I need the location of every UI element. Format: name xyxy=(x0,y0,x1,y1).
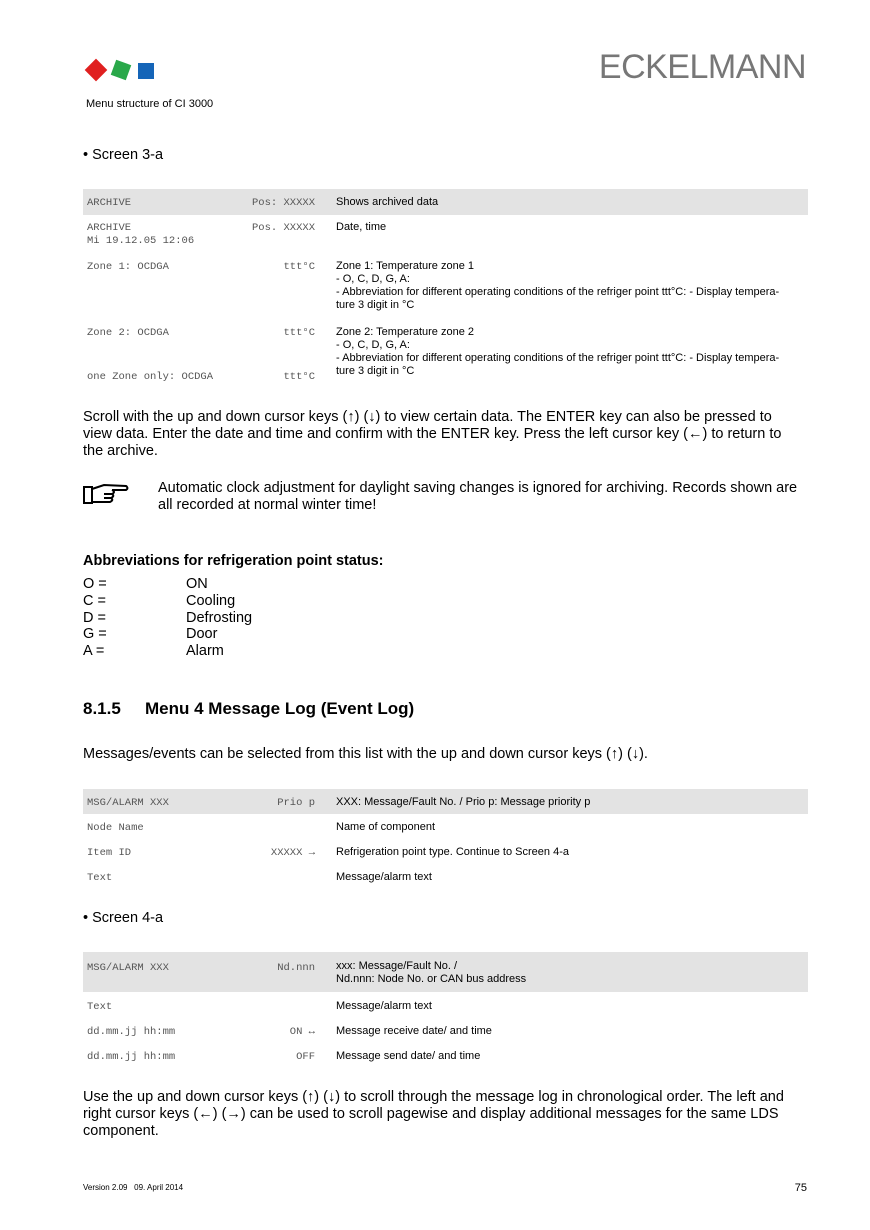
company-logo xyxy=(82,56,158,86)
abbr-key: D = xyxy=(83,610,106,626)
screen-3a-table xyxy=(83,189,808,393)
abbr-value: Cooling xyxy=(186,593,236,609)
screen-4-table xyxy=(83,789,808,889)
page-number: 75 xyxy=(794,1182,807,1194)
abbr-value: Door xyxy=(186,626,218,642)
abbr-key: C = xyxy=(83,593,106,609)
section-title: Menu 4 Message Log (Event Log) xyxy=(145,699,415,718)
section-intro: Messages/events can be selected from this list with the up and down cursor keys (↑) (↓). xyxy=(83,746,648,762)
abbr-value: Alarm xyxy=(186,643,224,659)
abbr-key: A = xyxy=(83,643,105,659)
brand-name: ECKELMANN xyxy=(598,48,806,86)
table-row: ARCHIVE Pos: XXXXX Shows archived data xyxy=(83,189,808,215)
table-row: Node Name Name of component xyxy=(87,821,436,834)
logo-blue-square xyxy=(138,63,154,79)
section-number: 8.1.5 xyxy=(83,699,121,718)
screen-4a-table xyxy=(83,952,808,1067)
table-row: MSG/ALARM XXX Nd.nnn xxx: Message/Fault No. / Nd.nnn: Node No. or CAN bus address xyxy=(83,952,808,992)
scroll-instructions: Scroll with the up and down cursor keys (↑) (↓) to view certain data. The ENTER key can also be pressed to view data. Enter the date and time and confirm with the ENTER key. Press the left cursor key (←) to return to the archive. xyxy=(83,409,782,459)
abbr-value: ON xyxy=(186,576,208,592)
message-log-instructions: Use the up and down cursor keys (↑) (↓) to scroll through the message log in chronological order. The left and right cursor keys (←) (→) can be used to scroll pagewise and display additional messages for the same LDS component. xyxy=(83,1089,784,1139)
screen-3a-heading: • Screen 3-a xyxy=(83,147,164,163)
logo-red-square xyxy=(85,59,108,82)
table-row: ARCHIVE Mi 19.12.05 12:06 Pos. XXXXX Date, time xyxy=(87,221,387,247)
table-row: MSG/ALARM XXX Prio p XXX: Message/Fault No. / Prio p: Message priority p xyxy=(83,789,808,814)
table-row: one Zone only: OCDGA ttt°C xyxy=(87,371,315,383)
table-row: Text Message/alarm text xyxy=(87,1000,432,1013)
footer-version: Version 2.09 09. April 2014 xyxy=(83,1183,184,1192)
table-row: Text Message/alarm text xyxy=(87,871,432,884)
table-row: Zone 2: OCDGA ttt°C Zone 2: Temperature zone 2 - O, C, D, G, A: - Abbreviation for different operating conditions of the refriger point ttt°C: - Display tempera- ture 3 digit in °C xyxy=(87,326,780,377)
pointing-hand-icon xyxy=(82,481,130,507)
table-row: dd.mm.jj hh:mm OFF Message send date/ and time xyxy=(87,1050,481,1063)
document-subtitle: Menu structure of CI 3000 xyxy=(86,98,214,110)
logo-green-square xyxy=(111,60,132,81)
abbr-key: O = xyxy=(83,576,107,592)
abbr-key: G = xyxy=(83,626,107,642)
table-row: dd.mm.jj hh:mm ON ↔ Message receive date/ and time xyxy=(87,1025,492,1038)
abbr-value: Defrosting xyxy=(186,610,253,626)
daylight-saving-note: Automatic clock adjustment for daylight saving changes is ignored for archiving. Records shown are all recorded at normal winter time! xyxy=(158,480,798,513)
abbreviations-title: Abbreviations for refrigeration point status: xyxy=(83,553,384,569)
screen-4a-heading: • Screen 4-a xyxy=(83,910,164,926)
table-row: Item ID XXXXX → Refrigeration point type. Continue to Screen 4-a xyxy=(87,846,569,859)
table-row: Zone 1: OCDGA ttt°C Zone 1: Temperature zone 1 - O, C, D, G, A: - Abbreviation for different operating conditions of the refriger point ttt°C: - Display tempera- ture 3 digit in °C xyxy=(87,260,780,311)
